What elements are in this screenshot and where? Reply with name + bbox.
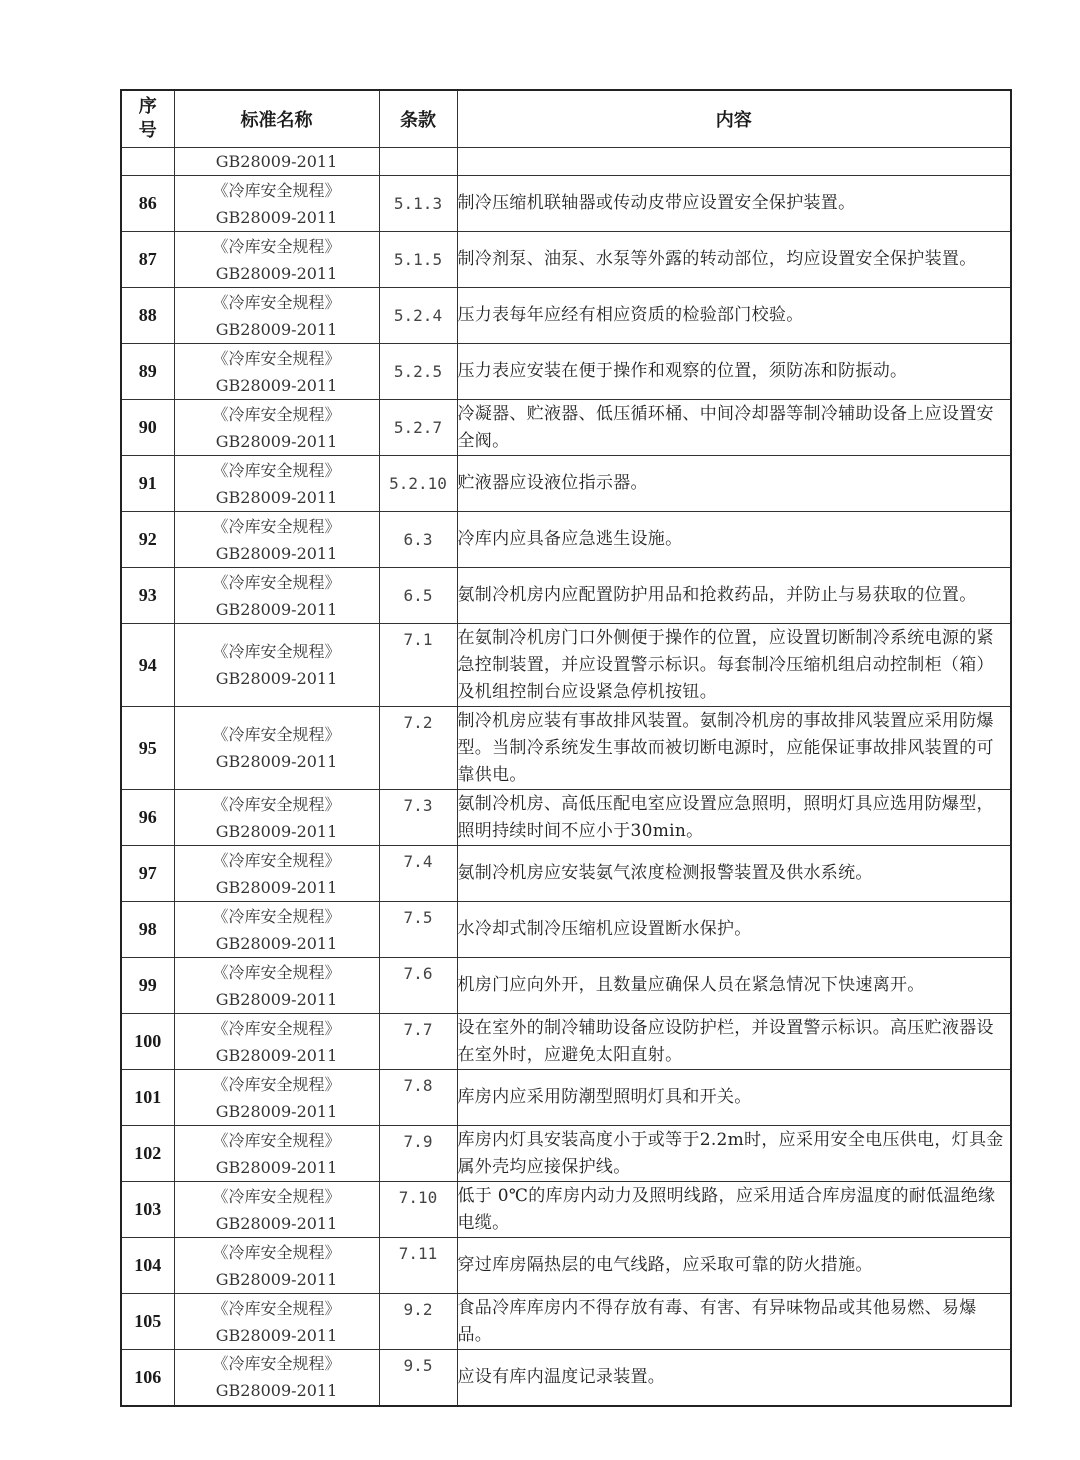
- standard-title: 《冷库安全规程》: [212, 1242, 341, 1262]
- content-cell: 冷凝器、贮液器、低压循环桶、中间冷却器等制冷辅助设备上应设置安全阀。: [457, 400, 1011, 456]
- row-number: 98: [121, 902, 174, 958]
- clause-cell: 9.2: [379, 1294, 457, 1350]
- clause-cell: 7.9: [379, 1126, 457, 1182]
- standard-name-cell: [174, 846, 379, 902]
- row-number: 100: [121, 1014, 174, 1070]
- content-cell: 设在室外的制冷辅助设备应设防护栏，并设置警示标识。高压贮液器设在室外时，应避免太阳直射。: [457, 1014, 1011, 1070]
- table-row: [121, 1294, 1011, 1350]
- clause-cell: 7.1: [379, 624, 457, 707]
- content-cell: 低于 0℃的库房内动力及照明线路，应采用适合库房温度的耐低温绝缘电缆。: [457, 1182, 1011, 1238]
- standard-name-cell: [174, 1014, 379, 1070]
- standard-code: GB28009-2011: [215, 669, 338, 688]
- standard-title: 《冷库安全规程》: [212, 1130, 341, 1150]
- clause-cell: 5.2.5: [379, 344, 457, 400]
- table-row: [121, 176, 1011, 232]
- clause-cell: 5.1.3: [379, 176, 457, 232]
- content-cell: 贮液器应设液位指示器。: [457, 456, 1011, 512]
- standard-title: 《冷库安全规程》: [212, 906, 341, 926]
- standard-name-cell: [174, 512, 379, 568]
- standard-title: 《冷库安全规程》: [212, 236, 341, 256]
- content-cell: 在氨制冷机房门口外侧便于操作的位置，应设置切断制冷系统电源的紧急控制装置，并应设置警示标识。每套制冷压缩机组启动控制柜（箱）及机组控制台应设紧急停机按钮。: [457, 624, 1011, 707]
- standard-name-cell: [174, 456, 379, 512]
- standard-name-cell: [174, 790, 379, 846]
- standard-code: GB28009-2011: [215, 1381, 338, 1401]
- standard-code: GB28009-2011: [215, 1213, 338, 1233]
- row-number: 102: [121, 1126, 174, 1182]
- content-cell: 制冷压缩机联轴器或传动皮带应设置安全保护装置。: [457, 176, 1011, 232]
- content-cell: 食品冷库库房内不得存放有毒、有害、有异味物品或其他易燃、易爆品。: [457, 1294, 1011, 1350]
- table-row: [121, 1238, 1011, 1294]
- content-cell: 制冷机房应装有事故排风装置。氨制冷机房的事故排风装置应采用防爆型。当制冷系统发生事故而被切断电源时，应能保证事故排风装置的可靠供电。: [457, 707, 1011, 790]
- standards-table: [120, 89, 1012, 1407]
- standard-title: 《冷库安全规程》: [212, 516, 341, 536]
- standard-code: GB28009-2011: [215, 1325, 338, 1345]
- header-content: 内容: [457, 90, 1011, 148]
- table-row: [121, 456, 1011, 512]
- row-number: 99: [121, 958, 174, 1014]
- row-number: 95: [121, 707, 174, 790]
- standard-title: 《冷库安全规程》: [212, 1186, 341, 1206]
- row-number: 86: [121, 176, 174, 232]
- content-cell: 压力表每年应经有相应资质的检验部门校验。: [457, 288, 1011, 344]
- standard-code: GB28009-2011: [215, 543, 338, 563]
- table-row: [121, 400, 1011, 456]
- standard-code: GB28009-2011: [215, 989, 338, 1009]
- standard-code: GB28009-2011: [215, 1157, 338, 1177]
- standard-title: 《冷库安全规程》: [212, 180, 341, 200]
- standard-name-cell: [174, 958, 379, 1014]
- content-cell: 穿过库房隔热层的电气线路，应采取可靠的防火措施。: [457, 1238, 1011, 1294]
- row-number: 104: [121, 1238, 174, 1294]
- row-number: 94: [121, 624, 174, 707]
- table-row: [121, 902, 1011, 958]
- content-cell: 水冷却式制冷压缩机应设置断水保护。: [457, 902, 1011, 958]
- row-number: 92: [121, 512, 174, 568]
- content-cell: 氨制冷机房内应配置防护用品和抢救药品，并防止与易获取的位置。: [457, 568, 1011, 624]
- table-row: [121, 1070, 1011, 1126]
- table-row: [121, 1350, 1011, 1406]
- standard-name-cell: [174, 624, 379, 707]
- standard-name-cell: [174, 1294, 379, 1350]
- clause-cell: 7.7: [379, 1014, 457, 1070]
- row-number: 105: [121, 1294, 174, 1350]
- standard-code: GB28009-2011: [215, 1045, 338, 1065]
- header-seq-text: 序号: [138, 96, 157, 141]
- row-number: 87: [121, 232, 174, 288]
- table-header-row: [121, 90, 1011, 148]
- table-row: [121, 288, 1011, 344]
- continuation-content: [457, 148, 1011, 176]
- row-number: 93: [121, 568, 174, 624]
- standard-code: GB28009-2011: [215, 1101, 338, 1121]
- clause-cell: 7.4: [379, 846, 457, 902]
- standard-code: GB28009-2011: [215, 821, 338, 841]
- table-row: [121, 512, 1011, 568]
- clause-cell: 7.10: [379, 1182, 457, 1238]
- clause-cell: 5.2.7: [379, 400, 457, 456]
- clause-cell: 6.5: [379, 568, 457, 624]
- row-number: 106: [121, 1350, 174, 1406]
- row-number: 101: [121, 1070, 174, 1126]
- standard-code: GB28009-2011: [215, 599, 338, 619]
- standard-name-cell: [174, 176, 379, 232]
- standard-name-cell: [174, 902, 379, 958]
- standard-code: GB28009-2011: [215, 431, 338, 451]
- standard-name-cell: [174, 568, 379, 624]
- standard-name-cell: [174, 288, 379, 344]
- clause-cell: 7.11: [379, 1238, 457, 1294]
- continuation-standard-code: GB28009-2011: [174, 148, 379, 176]
- clause-cell: 7.5: [379, 902, 457, 958]
- table-row: [121, 568, 1011, 624]
- standard-title: 《冷库安全规程》: [212, 642, 341, 661]
- clause-cell: 7.2: [379, 707, 457, 790]
- clause-cell: 5.2.4: [379, 288, 457, 344]
- content-cell: 压力表应安装在便于操作和观察的位置，须防冻和防振动。: [457, 344, 1011, 400]
- table-row: [121, 790, 1011, 846]
- standard-title: 《冷库安全规程》: [212, 725, 341, 744]
- header-standard-name: 标准名称: [174, 90, 379, 148]
- content-cell: 机房门应向外开，且数量应确保人员在紧急情况下快速离开。: [457, 958, 1011, 1014]
- table-row: [121, 344, 1011, 400]
- table-row: [121, 958, 1011, 1014]
- continuation-row: [121, 148, 1011, 176]
- standard-name-cell: [174, 400, 379, 456]
- standard-title: 《冷库安全规程》: [212, 348, 341, 368]
- standard-title: 《冷库安全规程》: [212, 1074, 341, 1094]
- standard-title: 《冷库安全规程》: [212, 1354, 341, 1374]
- row-number: 91: [121, 456, 174, 512]
- table-row: [121, 707, 1011, 790]
- standard-code: GB28009-2011: [215, 487, 338, 507]
- table-row: [121, 846, 1011, 902]
- standard-title: 《冷库安全规程》: [212, 460, 341, 480]
- content-cell: 应设有库内温度记录装置。: [457, 1350, 1011, 1406]
- standard-title: 《冷库安全规程》: [212, 794, 341, 814]
- standard-code: GB28009-2011: [215, 319, 338, 339]
- row-number: 90: [121, 400, 174, 456]
- clause-cell: 7.3: [379, 790, 457, 846]
- standard-name-cell: [174, 1182, 379, 1238]
- table-row: [121, 232, 1011, 288]
- row-number: 97: [121, 846, 174, 902]
- standard-name-cell: [174, 1126, 379, 1182]
- standard-title: 《冷库安全规程》: [212, 572, 341, 592]
- table-row: [121, 1014, 1011, 1070]
- content-cell: 制冷剂泵、油泵、水泵等外露的转动部位，均应设置安全保护装置。: [457, 232, 1011, 288]
- content-cell: 氨制冷机房应安装氨气浓度检测报警装置及供水系统。: [457, 846, 1011, 902]
- standard-name-cell: [174, 707, 379, 790]
- content-cell: 库房内灯具安装高度小于或等于2.2m时，应采用安全电压供电，灯具金属外壳均应接保护线。: [457, 1126, 1011, 1182]
- table-row: [121, 1182, 1011, 1238]
- standard-name-cell: [174, 232, 379, 288]
- standard-title: 《冷库安全规程》: [212, 1298, 341, 1318]
- standard-code: GB28009-2011: [215, 933, 338, 953]
- content-cell: 冷库内应具备应急逃生设施。: [457, 512, 1011, 568]
- standard-code: GB28009-2011: [215, 375, 338, 395]
- header-seq: [121, 90, 174, 148]
- table-row: [121, 1126, 1011, 1182]
- row-number: 89: [121, 344, 174, 400]
- row-number: 103: [121, 1182, 174, 1238]
- standard-name-cell: [174, 1350, 379, 1406]
- standard-code: GB28009-2011: [215, 877, 338, 897]
- row-number: 96: [121, 790, 174, 846]
- clause-cell: 6.3: [379, 512, 457, 568]
- standard-code: GB28009-2011: [215, 263, 338, 283]
- standard-code: GB28009-2011: [215, 207, 338, 227]
- row-number: 88: [121, 288, 174, 344]
- standard-name-cell: [174, 344, 379, 400]
- content-cell: 库房内应采用防潮型照明灯具和开关。: [457, 1070, 1011, 1126]
- clause-cell: 5.1.5: [379, 232, 457, 288]
- continuation-clause: [379, 148, 457, 176]
- table-row: [121, 624, 1011, 707]
- standard-title: 《冷库安全规程》: [212, 404, 341, 424]
- clause-cell: 9.5: [379, 1350, 457, 1406]
- continuation-num: [121, 148, 174, 176]
- standard-title: 《冷库安全规程》: [212, 1018, 341, 1038]
- standard-name-cell: [174, 1238, 379, 1294]
- clause-cell: 7.8: [379, 1070, 457, 1126]
- standard-name-cell: [174, 1070, 379, 1126]
- standard-title: 《冷库安全规程》: [212, 962, 341, 982]
- header-clause: 条款: [379, 90, 457, 148]
- standard-code: GB28009-2011: [215, 1269, 338, 1289]
- clause-cell: 7.6: [379, 958, 457, 1014]
- clause-cell: 5.2.10: [379, 456, 457, 512]
- standard-code: GB28009-2011: [215, 752, 338, 771]
- content-cell: 氨制冷机房、高低压配电室应设置应急照明，照明灯具应选用防爆型，照明持续时间不应小于30min。: [457, 790, 1011, 846]
- standard-title: 《冷库安全规程》: [212, 292, 341, 312]
- standard-title: 《冷库安全规程》: [212, 850, 341, 870]
